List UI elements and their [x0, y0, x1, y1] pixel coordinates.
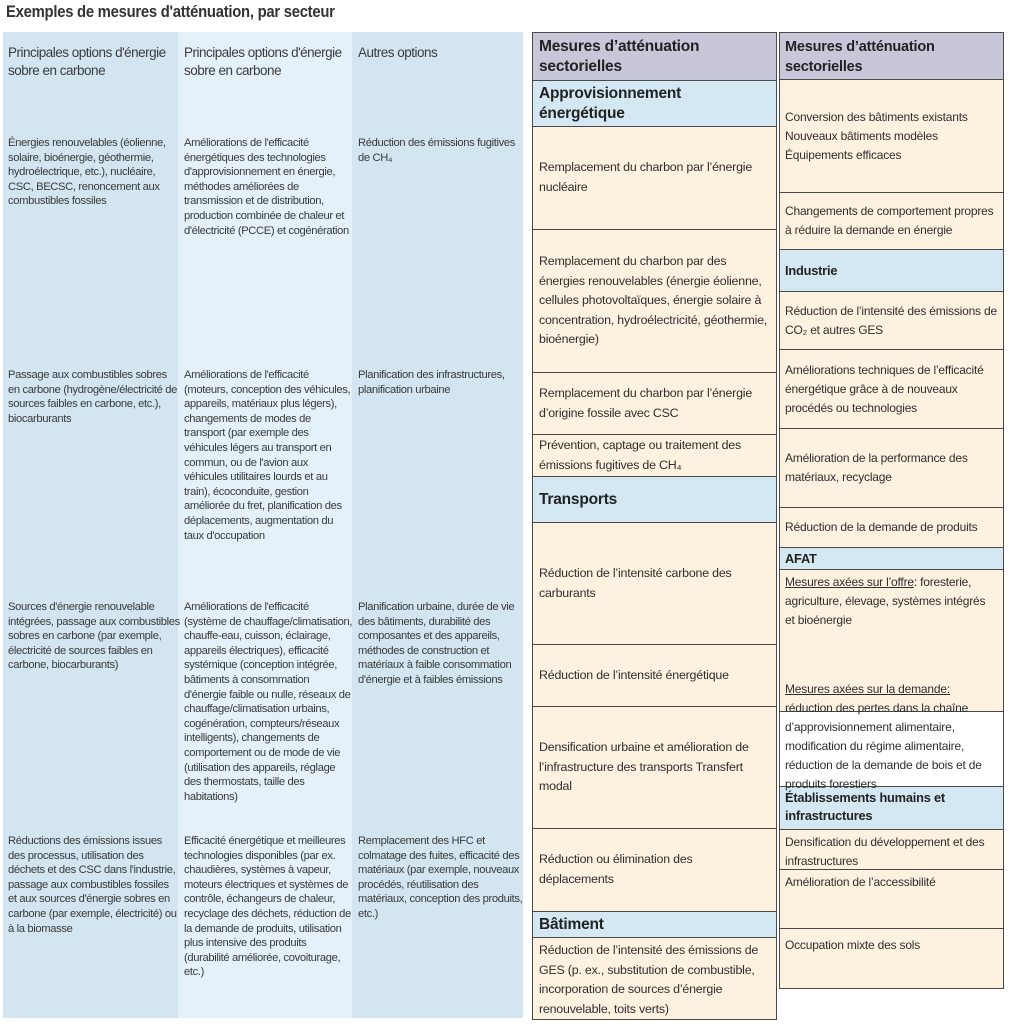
measure-item [779, 677, 1004, 791]
measure-item: Changements de comportement propres à réduire la demande en énergie [779, 193, 1004, 250]
sector-heading-building: Bâtiment [532, 912, 777, 938]
column-header: Autres options [358, 45, 438, 60]
measure-line: Équipements efficaces [785, 147, 902, 162]
afat-supply-text: : foresterie, agriculture, élevage, systèmes intégrés et bioénergie [785, 575, 986, 627]
measure-item: Réduction de l’intensité des émissions de GES (p. ex., substitution de combustible, incorporation de sources d’énergie renouvelable, toits verts) [532, 938, 777, 1020]
measure-item: Remplacement du charbon par l’énergie nucléaire [532, 127, 777, 230]
measure-item [779, 80, 1004, 193]
table-cell: Sources d'énergie renouvelable intégrées, passage aux combustibles sobres en carbone (par exemple, électricité de sources faibles en carbone, biocarburants) [8, 601, 180, 672]
afat-demand-text: réduction des pertes dans la chaîne d’approvisionnement alimentaire, modification du régime alimentaire, réduction de la demande de bois et de produits forestiers [785, 701, 982, 791]
sectoral-measures-table-2 [779, 32, 1004, 989]
table-cell: Réductions des émissions issues des processus, utilisation des déchets et des CSC dans l'industrie, passage aux combustibles fossiles et aux sources d'énergie sobres en carbone (par exemple, électricité) ou à la biomasse [8, 835, 177, 935]
measure-item: Réduction ou élimination des déplacements [532, 829, 777, 912]
column-header: Principales options d'énergie sobre en carbone [8, 45, 166, 78]
page-title: Exemples de mesures d'atténuation, par secteur [6, 3, 335, 21]
measure-item: Densification du développement et des infrastructures [779, 830, 1004, 870]
sector-heading-transport: Transports [532, 477, 777, 523]
measure-item: Réduction de la demande de produits [779, 508, 1004, 548]
table-header: Mesures d’atténuation sectorielles [779, 32, 1004, 80]
table-cell: Planification urbaine, durée de vie des bâtiments, durabilité des composantes et des appareils, méthodes de construction et matériaux à faible consommation d'énergie et à faibles émissions [358, 601, 515, 686]
options-table [3, 32, 523, 1018]
table-cell: Énergies renouvelables (éolienne, solaire, bioénergie, géothermie, hydroélectrique, etc.), nucléaire, CSC, BECSC, renoncement aux combustibles fossiles [8, 137, 166, 208]
measure-item: Réduction de l’intensité carbone des carburants [532, 523, 777, 645]
sector-heading-industry: Industrie [779, 250, 1004, 292]
measure-line: Nouveaux bâtiments modèles [785, 128, 938, 143]
table-cell: Réduction des émissions fugitives de CH₄ [358, 137, 515, 164]
table-cell: Améliorations de l'efficacité (système de chauffage/climatisation, chauffe-eau, cuisson, éclairage, appareils électriques), efficacité systémique (conception intégrée, bâtiments à consommation d'énergie faible ou nulle, réseaux de chauffage/climatisation urbains, cogénération, compteurs/réseaux intelligents), changements de comportement ou de mode de vie (utilisation des appareils, réglage des thermostats, taille des habitations) [184, 601, 353, 803]
measure-item: Densification urbaine et amélioration de l’infrastructure des transports Transfert modal [532, 707, 777, 829]
measure-line: Conversion des bâtiments existants [785, 109, 968, 124]
afat-demand-label: Mesures axées sur la demande: [785, 682, 950, 696]
measure-item: Remplacement du charbon par l’énergie d’origine fossile avec CSC [532, 373, 777, 435]
sector-heading-energy: Approvisionnement énergétique [532, 81, 777, 127]
afat-supply [785, 573, 998, 630]
measure-item: Amélioration de la performance des matériaux, recyclage [779, 429, 1004, 508]
table-cell: Passage aux combustibles sobres en carbone (hydrogène/électricité de sources faibles en carbone, etc.), biocarburants [8, 369, 178, 425]
table-cell: Améliorations de l'efficacité énergétiques des technologies d'approvisionnement en énergie, méthodes améliorées de transmission et de distribution, production combinée de chaleur et d'électricité (PCCE) et cogénération [184, 137, 349, 237]
measure-item: Améliorations techniques de l’efficacité énergétique grâce à de nouveaux procédés ou technologies [779, 350, 1004, 429]
column-header: Principales options d'énergie sobre en carbone [184, 45, 342, 78]
measure-item: Réduction de l’intensité des émissions de CO₂ et autres GES [779, 292, 1004, 350]
afat-supply-label: Mesures axées sur l’offre [785, 575, 914, 589]
sectoral-measures-table-1 [532, 32, 777, 1020]
measure-item: Prévention, captage ou traitement des émissions fugitives de CH₄ [532, 435, 777, 477]
table-cell: Remplacement des HFC et colmatage des fuites, efficacité des matériaux (par exemple, nouveaux procédés, réutilisation des matériaux, conception des produits, etc.) [358, 835, 523, 920]
measure-item: Remplacement du charbon par des énergies renouvelables (énergie éolienne, cellules photovoltaïques, énergie solaire à concentration, hydroélectricité, géothermie, bioénergie) [532, 230, 777, 373]
measure-item: Réduction de l’intensité énergétique [532, 645, 777, 707]
sector-heading-afat: AFAT [779, 548, 1004, 570]
table-cell: Efficacité énergétique et meilleures technologies disponibles (par ex. chaudières, systèmes à vapeur, moteurs électriques et systèmes de contrôle, échangeurs de chaleur, recyclage des déchets, réduction de la demande de produits, utilisation plus intensive des produits (durabilité améliorée, covoiturage, etc.) [184, 835, 351, 979]
table-cell: Améliorations de l'efficacité (moteurs, conception des véhicules, appareils, matériaux plus légers), changements de modes de transport (par exemple des véhicules légers au transport en commun, ou de l'avion aux véhicules utilitaires lourds et au train), écoconduite, gestion améliorée du fret, planification des déplacements, augmentation du taux d'occupation [184, 369, 351, 542]
measure-item: Occupation mixte des sols [779, 929, 1004, 989]
table-cell: Planification des infrastructures, planification urbaine [358, 369, 505, 396]
sector-heading-settlements: Établissements humains et infrastructures [779, 787, 1004, 830]
table-header: Mesures d’atténuation sectorielles [532, 32, 777, 81]
measure-item: Amélioration de l’accessibilité [779, 870, 1004, 929]
